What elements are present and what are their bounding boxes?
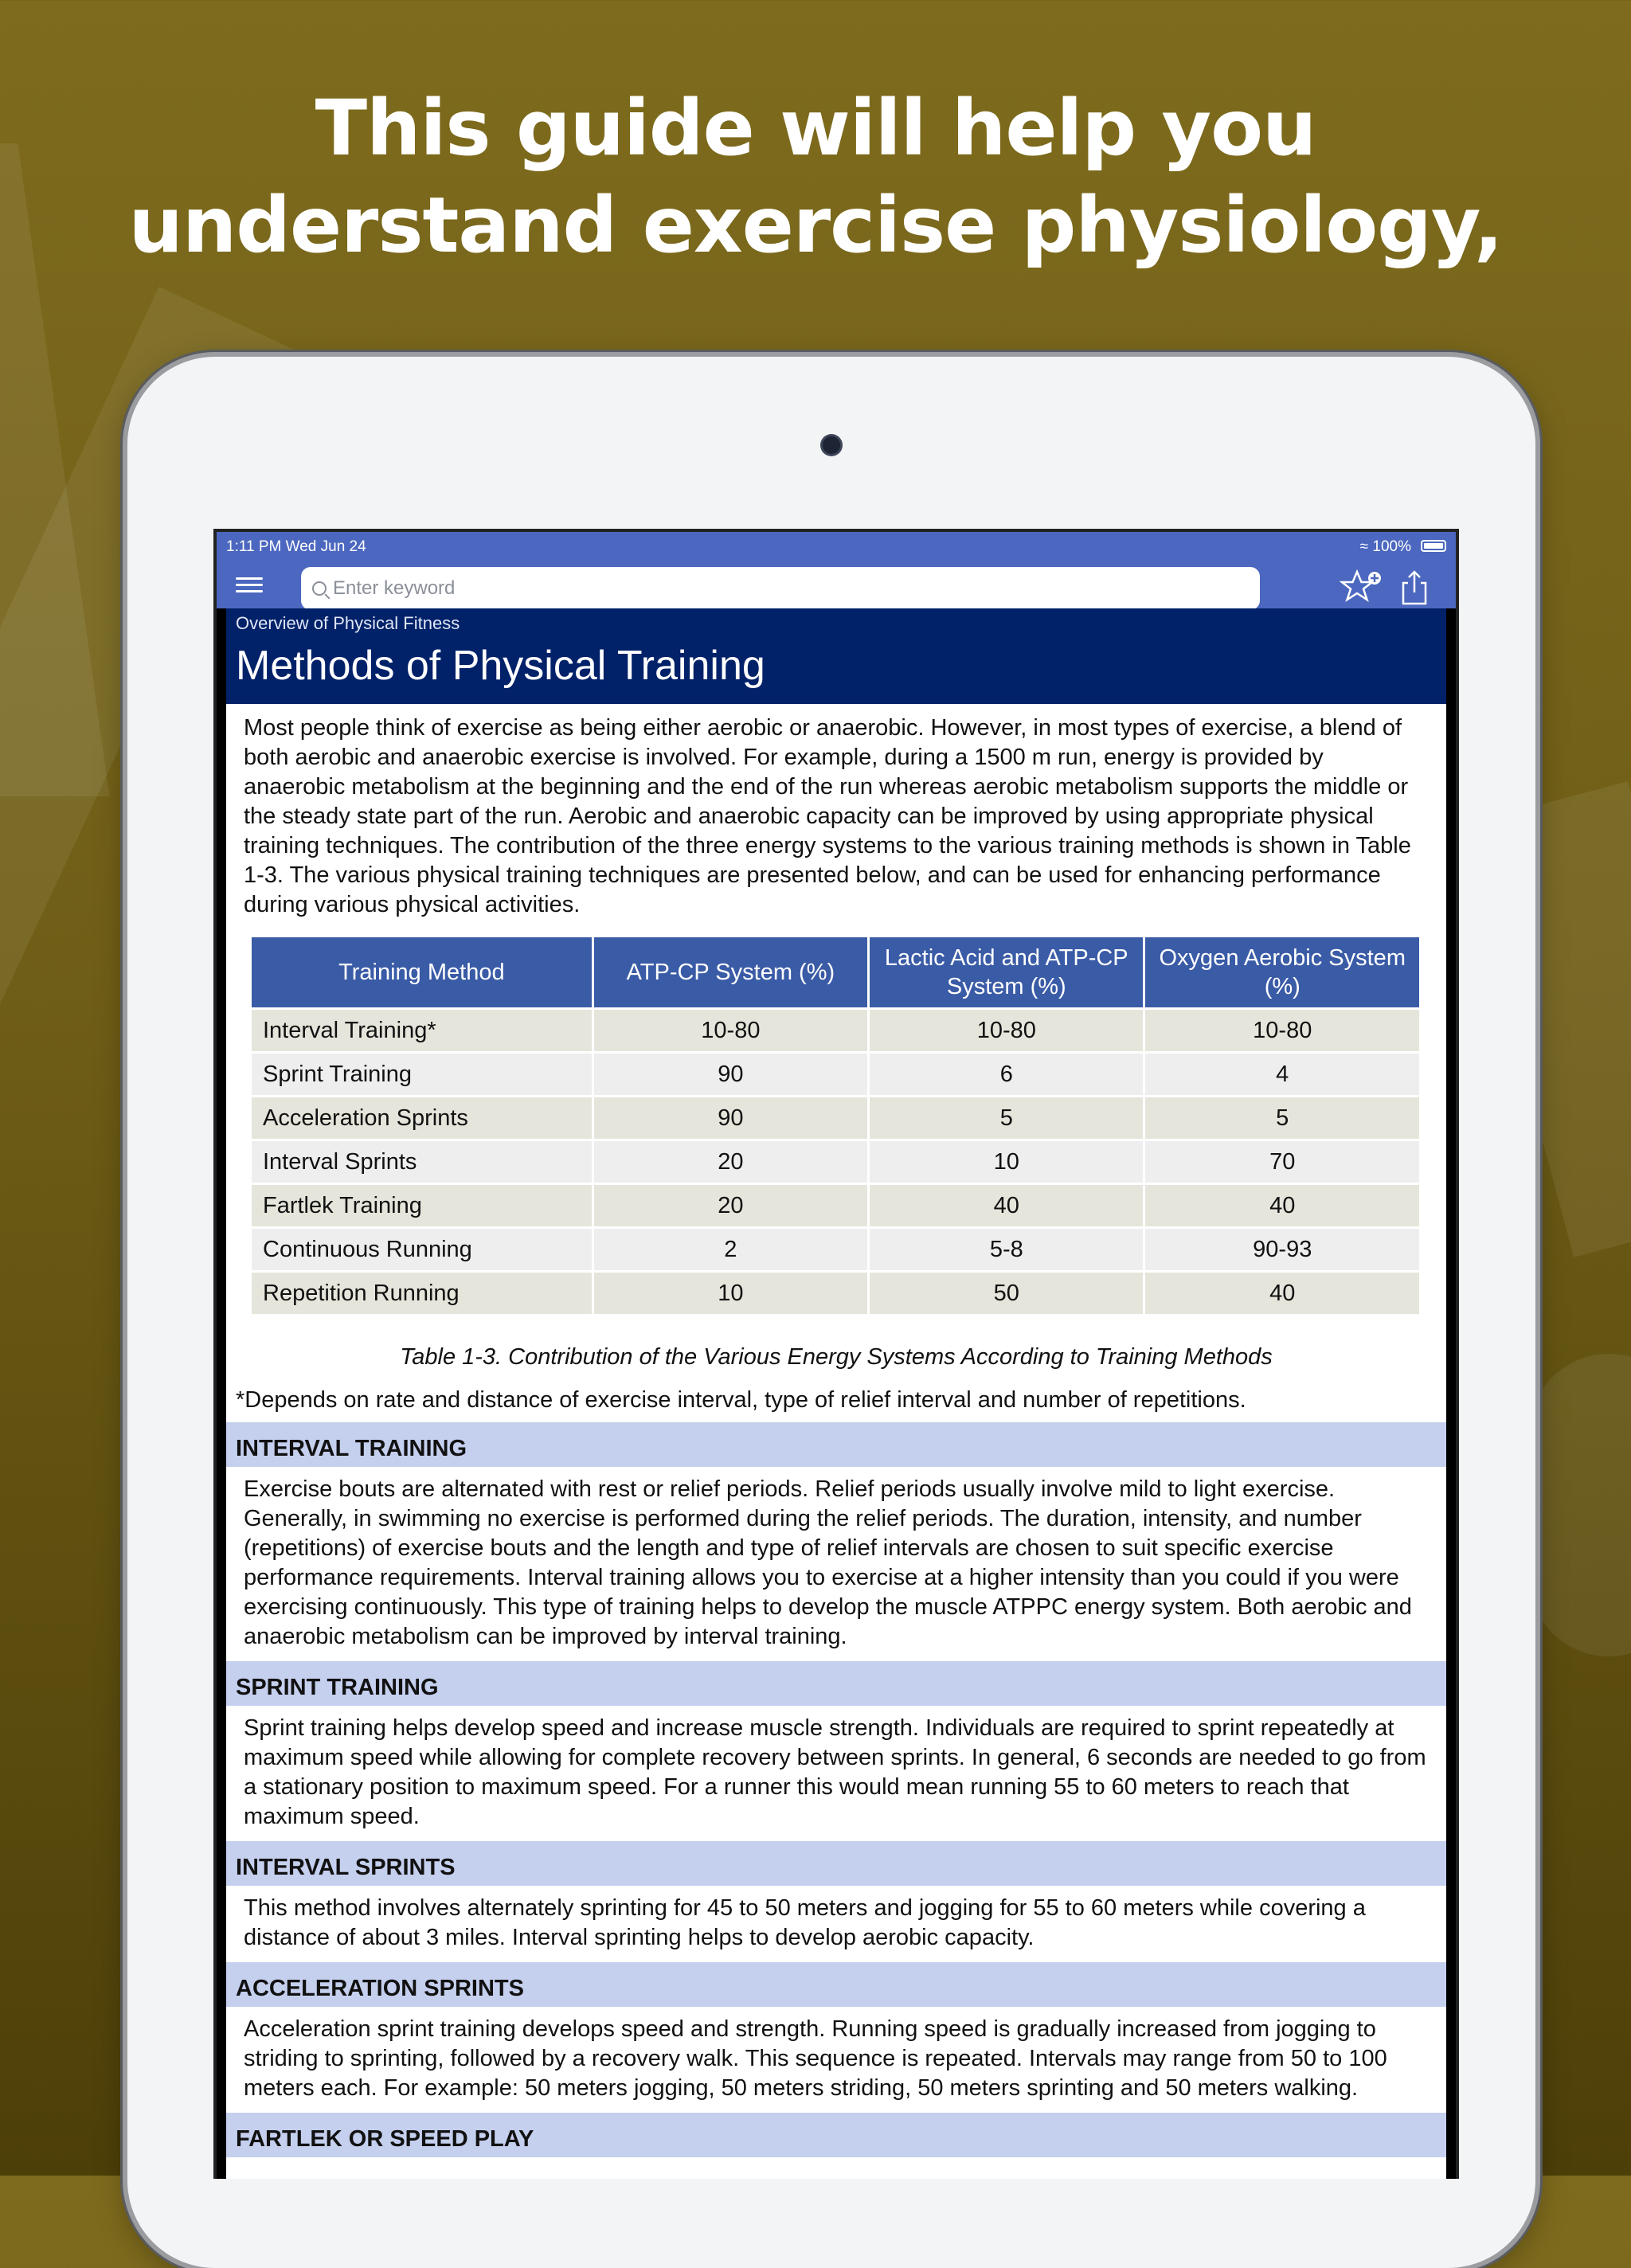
breadcrumb[interactable]: Overview of Physical Fitness bbox=[236, 613, 460, 633]
search-input[interactable] bbox=[331, 572, 1250, 605]
article-content[interactable] bbox=[226, 608, 1446, 2179]
section-header-fartlek: FARTLEK OR SPEED PLAY bbox=[226, 2113, 1446, 2157]
share-icon[interactable] bbox=[1397, 569, 1432, 608]
page-title: Methods of Physical Training bbox=[236, 643, 765, 689]
section-body-interval-training: Exercise bouts are alternated with rest or relief periods. Relief periods usually involve mild to light exercise. Generally, in swimming no exercise is performed during the relief periods. The duration, intensity, and number (repetitions) of exercise bouts and the length and type of relief intervals are chosen to suit specific exercise performance requirements. Interval training allows you to exercise at a higher intensity than you could if you were exercising continuously. This type of training helps to develop the muscle ATPPC energy system. Both aerobic and anaerobic metabolism can be improved by interval training. bbox=[244, 1476, 1412, 1649]
headline-line-1: This guide will help you bbox=[315, 84, 1316, 173]
table-cell: 20 bbox=[593, 1184, 868, 1228]
table-cell: 40 bbox=[869, 1184, 1144, 1228]
table-cell: 40 bbox=[1144, 1272, 1419, 1315]
table-cell: Acceleration Sprints bbox=[252, 1097, 593, 1140]
wifi-icon: ≈ bbox=[1359, 538, 1369, 555]
front-camera bbox=[823, 436, 840, 454]
search-icon bbox=[312, 581, 327, 596]
table-cell: 5 bbox=[1144, 1097, 1419, 1140]
section-header-interval-training: INTERVAL TRAINING bbox=[226, 1422, 1446, 1467]
table-cell: 10-80 bbox=[869, 1009, 1144, 1053]
table-row bbox=[252, 1272, 1419, 1315]
table-cell: 10 bbox=[869, 1140, 1144, 1184]
status-bar bbox=[217, 532, 1456, 561]
table-cell: 2 bbox=[593, 1228, 868, 1272]
table-cell: Repetition Running bbox=[252, 1272, 593, 1315]
table-cell: 10-80 bbox=[593, 1009, 868, 1053]
search-bar[interactable] bbox=[301, 567, 1260, 610]
table-cell: 50 bbox=[869, 1272, 1144, 1315]
background-shape bbox=[1529, 1354, 1631, 1656]
section-header-acceleration-sprints: ACCELERATION SPRINTS bbox=[226, 1962, 1446, 2007]
headline-line-2: understand exercise physiology, bbox=[128, 181, 1503, 270]
energy-systems-table bbox=[252, 937, 1419, 1314]
table-footnote: *Depends on rate and distance of exercise interval, type of relief interval and number of repetitions. bbox=[236, 1387, 1246, 1413]
status-time: 1:11 PM Wed Jun 24 bbox=[226, 538, 366, 555]
table-cell: 6 bbox=[869, 1053, 1144, 1097]
headline bbox=[0, 80, 1631, 274]
table-row bbox=[252, 1140, 1419, 1184]
add-favorite-icon[interactable] bbox=[1340, 567, 1384, 607]
intro-paragraph: Most people think of exercise as being either aerobic or anaerobic. However, in most types of exercise, a blend of both aerobic and anaerobic exercise is involved. For example, during a 1500 m run, energy is provided by anaerobic metabolism at the beginning and the end of the run whereas aerobic metabolism supports the middle or the steady state part of the run. Aerobic and anaerobic capacity can be improved by using appropriate physical training techniques. The contribution of the three energy systems to the various training methods is shown in Table 1-3. The various physical training techniques are presented below, and can be used for enhancing performance during various physical activities. bbox=[244, 715, 1411, 917]
table-row bbox=[252, 1053, 1419, 1097]
table-cell: 90-93 bbox=[1144, 1228, 1419, 1272]
section-header-sprint-training: SPRINT TRAINING bbox=[226, 1661, 1446, 1706]
table-cell: 10 bbox=[593, 1272, 868, 1315]
section-body-acceleration-sprints: Acceleration sprint training develops speed and strength. Running speed is gradually increased from jogging to striding to sprinting, followed by a recovery walk. This sequence is repeated. Intervals may range from 50 to 100 meters each. For example: 50 meters jogging, 50 meters striding, 50 meters sprinting and 50 meters walking. bbox=[244, 2016, 1387, 2101]
table-cell: 90 bbox=[593, 1097, 868, 1140]
table-cell: 70 bbox=[1144, 1140, 1419, 1184]
table-cell: 10-80 bbox=[1144, 1009, 1419, 1053]
battery-icon bbox=[1421, 540, 1446, 552]
table-row bbox=[252, 1009, 1419, 1053]
title-bar bbox=[226, 608, 1446, 704]
section-body-interval-sprints: This method involves alternately sprinting for 45 to 50 meters and jogging for 55 to 60 meters while covering a distance of about 3 miles. Interval sprinting helps to develop aerobic capacity. bbox=[244, 1895, 1366, 1950]
status-right bbox=[1360, 538, 1411, 556]
table-cell: Interval Sprints bbox=[252, 1140, 593, 1184]
table-header-cell: ATP-CP System (%) bbox=[593, 937, 868, 1009]
battery-percent: 100% bbox=[1372, 538, 1411, 555]
table-caption: Table 1-3. Contribution of the Various Energy Systems According to Training Methods bbox=[400, 1344, 1273, 1370]
table-header-cell: Oxygen Aerobic System (%) bbox=[1144, 937, 1419, 1009]
section-header-interval-sprints: INTERVAL SPRINTS bbox=[226, 1841, 1446, 1886]
table-cell: Continuous Running bbox=[252, 1228, 593, 1272]
table-row bbox=[252, 1097, 1419, 1140]
table-cell: 90 bbox=[593, 1053, 868, 1097]
table-header-cell: Lactic Acid and ATP-CP System (%) bbox=[869, 937, 1144, 1009]
table-cell: 20 bbox=[593, 1140, 868, 1184]
table-cell: Sprint Training bbox=[252, 1053, 593, 1097]
app-screen bbox=[213, 529, 1459, 2179]
table-row bbox=[252, 1228, 1419, 1272]
table-header-cell: Training Method bbox=[252, 937, 593, 1009]
table-cell: 4 bbox=[1144, 1053, 1419, 1097]
menu-icon[interactable] bbox=[236, 573, 263, 596]
table-row bbox=[252, 1184, 1419, 1228]
toolbar bbox=[217, 561, 1456, 608]
table-cell: 40 bbox=[1144, 1184, 1419, 1228]
table-cell: Fartlek Training bbox=[252, 1184, 593, 1228]
section-body-sprint-training: Sprint training helps develop speed and increase muscle strength. Individuals are required to sprint repeatedly at maximum speed while allowing for complete recovery between sprints. In general, 6 seconds are needed to go from a stationary position to maximum speed. For a runner this would mean running 55 to 60 meters to reach that maximum speed. bbox=[244, 1715, 1426, 1829]
table-cell: 5-8 bbox=[869, 1228, 1144, 1272]
table-cell: Interval Training* bbox=[252, 1009, 593, 1053]
table-cell: 5 bbox=[869, 1097, 1144, 1140]
